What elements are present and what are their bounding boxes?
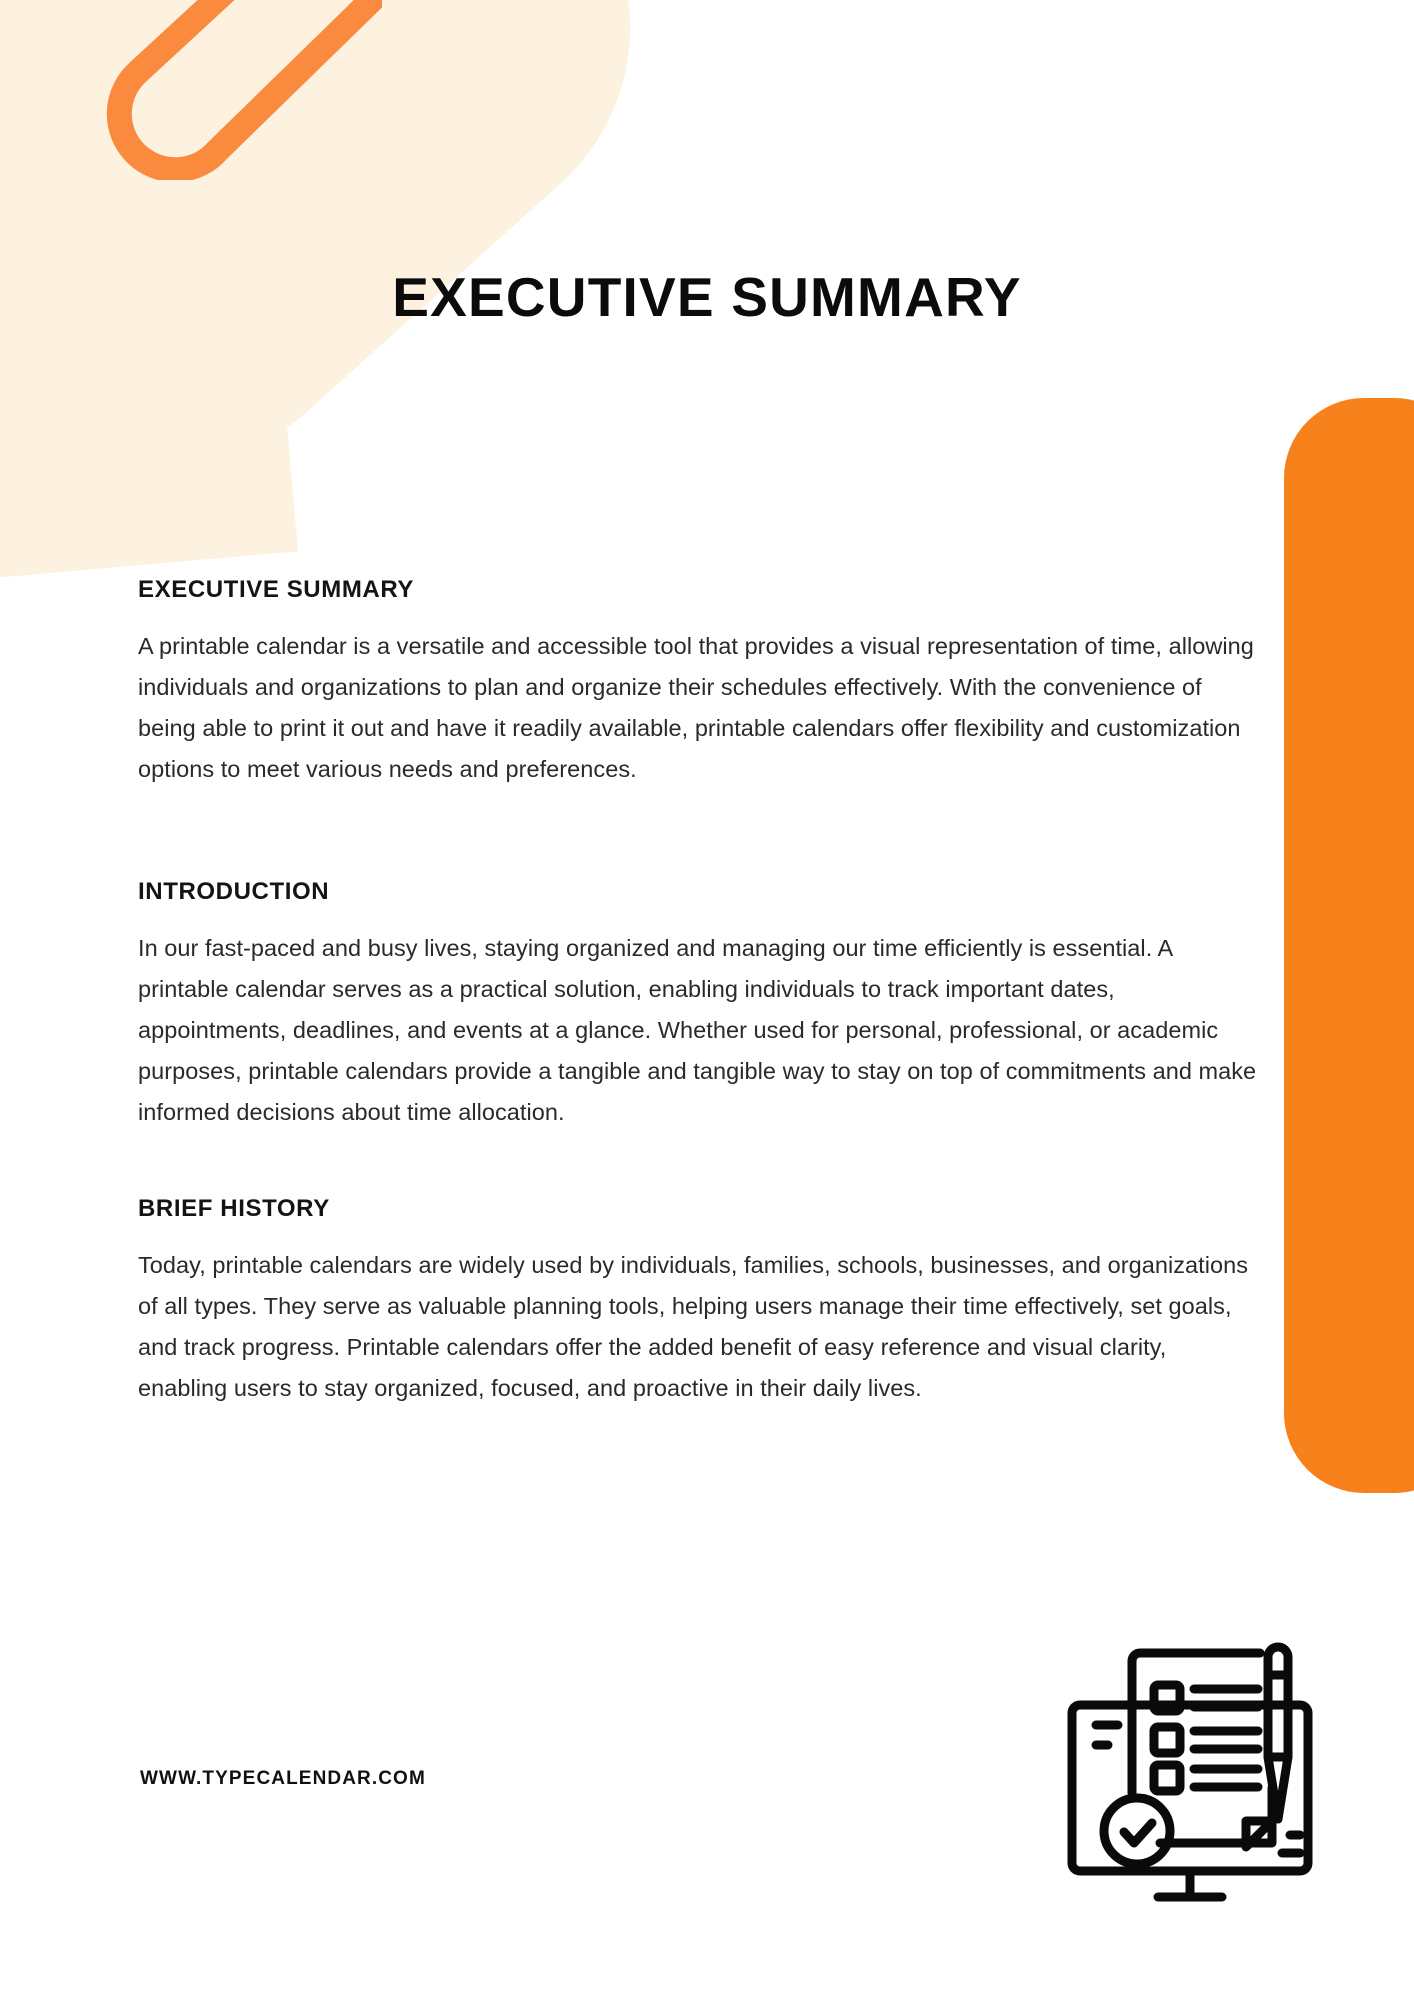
section-paragraph: In our fast-paced and busy lives, staying organized and managing our time efficiently is essential. A printable calendar serves as a practical solution, enabling individuals to track important dates, appointments, deadlines, and events at a glance. Whether used for personal, professional, or academic purposes, printable calendars provide a tangible and tangible way to stay on top of commitments and make informed decisions about time allocation.	[138, 935, 1257, 1125]
section-executive-summary	[138, 576, 1262, 790]
section-heading: INTRODUCTION	[138, 878, 330, 905]
document-body	[138, 576, 1262, 1409]
page-title: EXECUTIVE SUMMARY	[392, 266, 1022, 328]
section-introduction	[138, 878, 1262, 1133]
orange-accent-bar	[1284, 398, 1414, 1493]
section-spacer	[138, 1133, 1262, 1195]
footer-website-url: WWW.TYPECALENDAR.COM	[140, 1768, 426, 1789]
section-brief-history	[138, 1195, 1262, 1409]
paperclip-icon	[52, 0, 382, 180]
checklist-monitor-pen-icon	[1040, 1613, 1340, 1913]
section-paragraph: A printable calendar is a versatile and accessible tool that provides a visual representation of time, allowing individuals and organizations to plan and organize their schedules effectively. With the convenience of being able to print it out and have it readily available, printable calendars offer flexibility and customization options to meet various needs and preferences.	[138, 633, 1254, 782]
section-heading: BRIEF HISTORY	[138, 1195, 330, 1222]
section-heading: EXECUTIVE SUMMARY	[138, 576, 415, 603]
section-paragraph: Today, printable calendars are widely used by individuals, families, schools, businesses, and organizations of all types. They serve as valuable planning tools, helping users manage their time effectively, set goals, and track progress. Printable calendars offer the added benefit of easy reference and visual clarity, enabling users to stay organized, focused, and proactive in their daily lives.	[138, 1252, 1249, 1401]
section-spacer	[138, 790, 1262, 878]
